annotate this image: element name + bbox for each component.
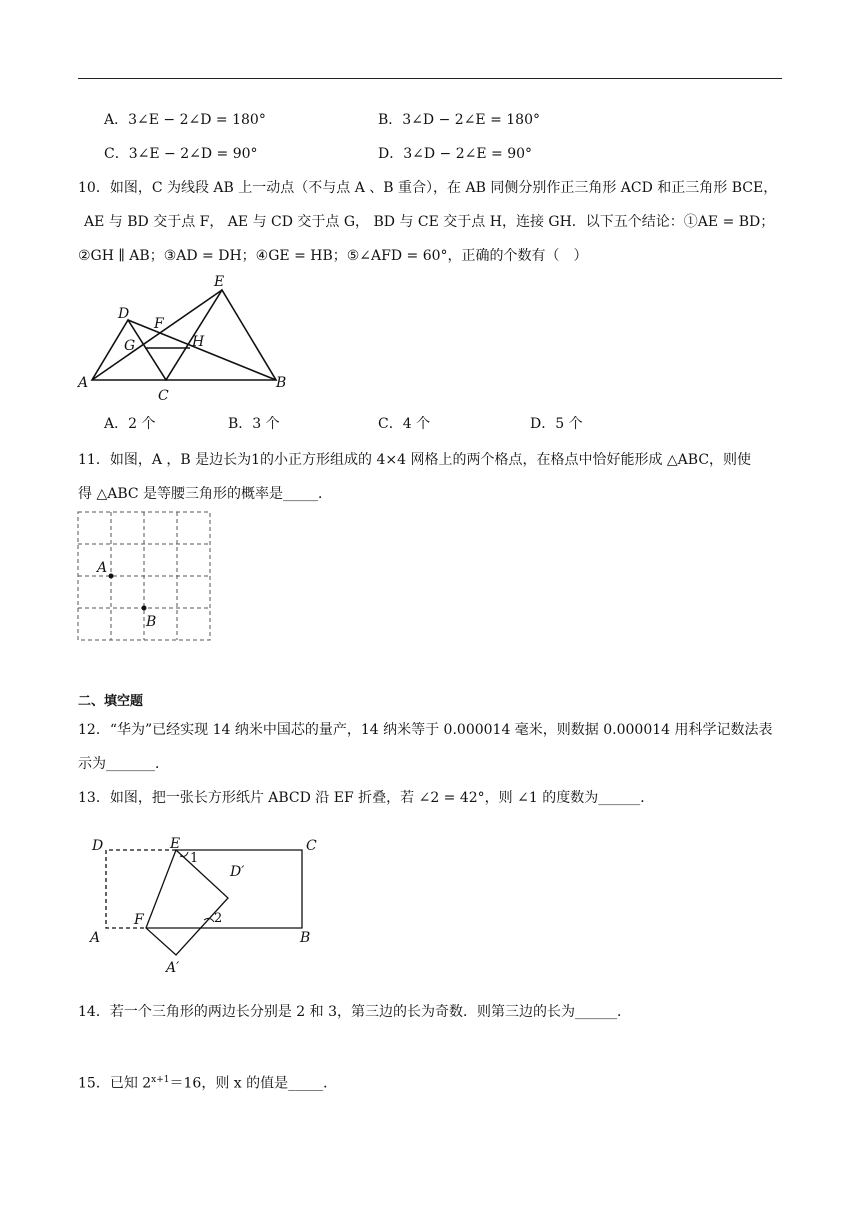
grid-label-a: A [97, 560, 108, 576]
q10-text-line2: AE 与 BD 交于点 F， AE 与 CD 交于点 G， BD 与 CE 交于点 H，连接 GH．以下五个结论：①AE = BD； [84, 214, 775, 230]
q15-text [78, 1070, 337, 1094]
q10-option-b[interactable]: B．3 个 [228, 416, 280, 432]
q15-prefix: 15．已知 2 [78, 1075, 152, 1092]
label-c: C [158, 388, 169, 404]
q11-text-line2: 得 △ABC 是等腰三角形的概率是_____． [78, 486, 333, 502]
q12-text-line1: 12．“华为”已经实现 14 纳米中国芯的量产，14 纳米等于 0.000014 毫米，则数据 0.000014 用科学记数法表 [78, 722, 773, 738]
q10-text-line1: 10．如图，C 为线段 AB 上一动点（不与点 A 、B 重合），在 AB 同侧分别作正三角形 ACD 和正三角形 BCE， [78, 180, 778, 196]
q9-option-d[interactable]: D．3∠D − 2∠E = 90° [378, 146, 533, 162]
label-e: E [214, 274, 225, 290]
q10-text-line3: ②GH ∥ AB；③AD = DH；④GE = HB；⑤∠AFD = 60°，正确的个数有（ ） [78, 248, 588, 264]
fold-label-d-prime: D′ [230, 864, 245, 880]
q13-text-line1: 13．如图，把一张长方形纸片 ABCD 沿 EF 折叠，若 ∠2 = 42°，则 ∠1 的度数为______． [78, 790, 655, 806]
q9-option-b[interactable]: B．3∠D − 2∠E = 180° [378, 112, 540, 128]
grid-label-b: B [146, 614, 157, 630]
label-d: D [118, 306, 130, 322]
q9-option-c[interactable]: C．3∠E − 2∠D = 90° [104, 146, 258, 162]
q15-exponent: x+1 [151, 1075, 170, 1085]
label-a: A [78, 375, 89, 391]
q14-text: 14．若一个三角形的两边长分别是 2 和 3，第三边的长为奇数．则第三边的长为______． [78, 1004, 631, 1020]
fold-label-a: A [90, 930, 101, 946]
section-heading-fill-in: 二、填空题 [78, 694, 144, 709]
q10-option-a[interactable]: A．2 个 [104, 416, 156, 432]
q10-option-d[interactable]: D．5 个 [530, 416, 583, 432]
q10-option-c[interactable]: C．4 个 [378, 416, 431, 432]
fold-angle-1: 1 [190, 851, 199, 866]
label-b: B [276, 375, 287, 391]
fold-label-d: D [92, 838, 104, 854]
q11-text-line1: 11．如图，A ，B 是边长为1的小正方形组成的 4×4 网格上的两个格点，在格点中恰好能形成 △ABC，则使 [78, 452, 752, 468]
q12-text-line2: 示为_______． [78, 756, 169, 772]
fold-label-c: C [306, 838, 317, 854]
q9-option-a[interactable]: A．3∠E − 2∠D = 180° [104, 112, 266, 128]
fold-label-f: F [134, 912, 144, 928]
folded-flap [146, 850, 228, 955]
label-f: F [154, 316, 164, 332]
label-g: G [124, 338, 136, 354]
fold-label-b: B [300, 930, 311, 946]
fold-label-a-prime: A′ [166, 960, 180, 976]
q15-suffix: ＝16，则 x 的值是_____． [169, 1075, 338, 1092]
fold-label-e: E [170, 836, 181, 852]
label-h: H [192, 334, 205, 350]
fold-angle-2: 2 [214, 911, 223, 926]
